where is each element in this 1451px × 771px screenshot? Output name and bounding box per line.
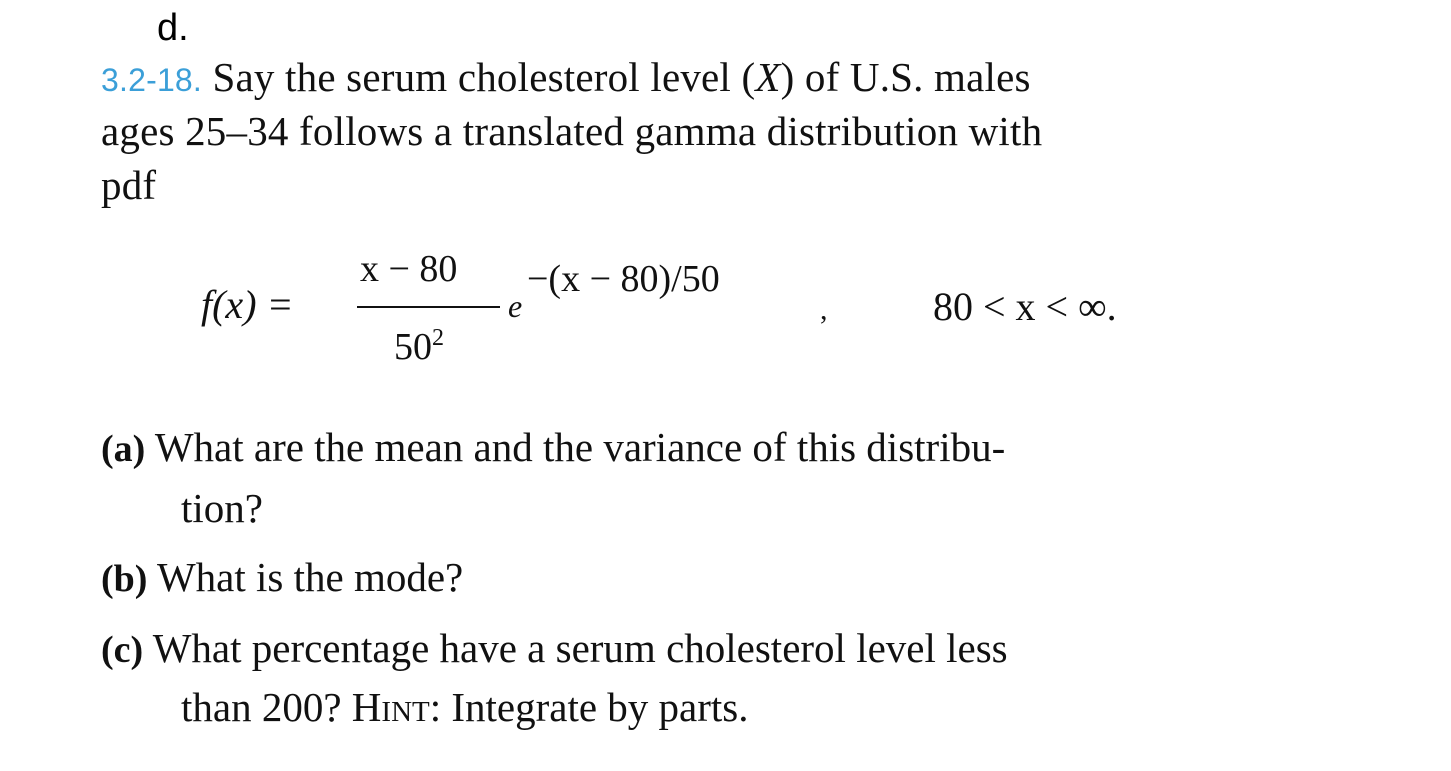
- fraction-bar: [357, 306, 500, 308]
- part-c-line-2: [181, 682, 749, 732]
- denominator-base: 50: [394, 326, 432, 368]
- part-c-line2-post: Integrate by parts.: [451, 684, 749, 730]
- formula-separator: ,: [820, 293, 828, 326]
- formula-denominator: [394, 316, 444, 369]
- formula-domain: 80 < x < ∞.: [933, 284, 1117, 329]
- part-a-line-2: tion?: [181, 485, 263, 531]
- part-b-text: What is the mode?: [156, 554, 464, 600]
- intro-line1-post: ) of U.S. males: [780, 54, 1031, 100]
- formula-numerator: x − 80: [360, 248, 458, 290]
- problem-number: 3.2-18.: [101, 62, 203, 98]
- part-c-line-1: [101, 623, 1008, 675]
- part-a-label: (a): [101, 428, 146, 470]
- part-c-line2-pre: than 200?: [181, 684, 342, 730]
- item-label-d: d.: [157, 7, 189, 49]
- problem-intro-line-3: pdf: [101, 162, 157, 208]
- problem-intro-line-2: ages 25–34 follows a translated gamma distribution with: [101, 108, 1043, 154]
- part-a-text: What are the mean and the variance of this distribu-: [154, 424, 1006, 470]
- formula-exp-base: e: [508, 288, 523, 324]
- part-c-label: (c): [101, 629, 144, 671]
- part-b-label: (b): [101, 558, 148, 600]
- formula-exponent: −(x − 80)/50: [527, 258, 720, 300]
- problem-intro-line-1: [101, 52, 1031, 105]
- formula-lhs: f(x) =: [201, 282, 294, 327]
- part-c-text: What percentage have a serum cholesterol level less: [152, 625, 1008, 671]
- denominator-exponent: 2: [432, 325, 444, 351]
- part-a-line-1: [101, 422, 1005, 474]
- variable-x: X: [755, 54, 781, 100]
- hint-label: Hint:: [351, 684, 442, 730]
- intro-line1-pre: Say the serum cholesterol level (: [212, 54, 756, 100]
- part-b-line-1: [101, 552, 463, 604]
